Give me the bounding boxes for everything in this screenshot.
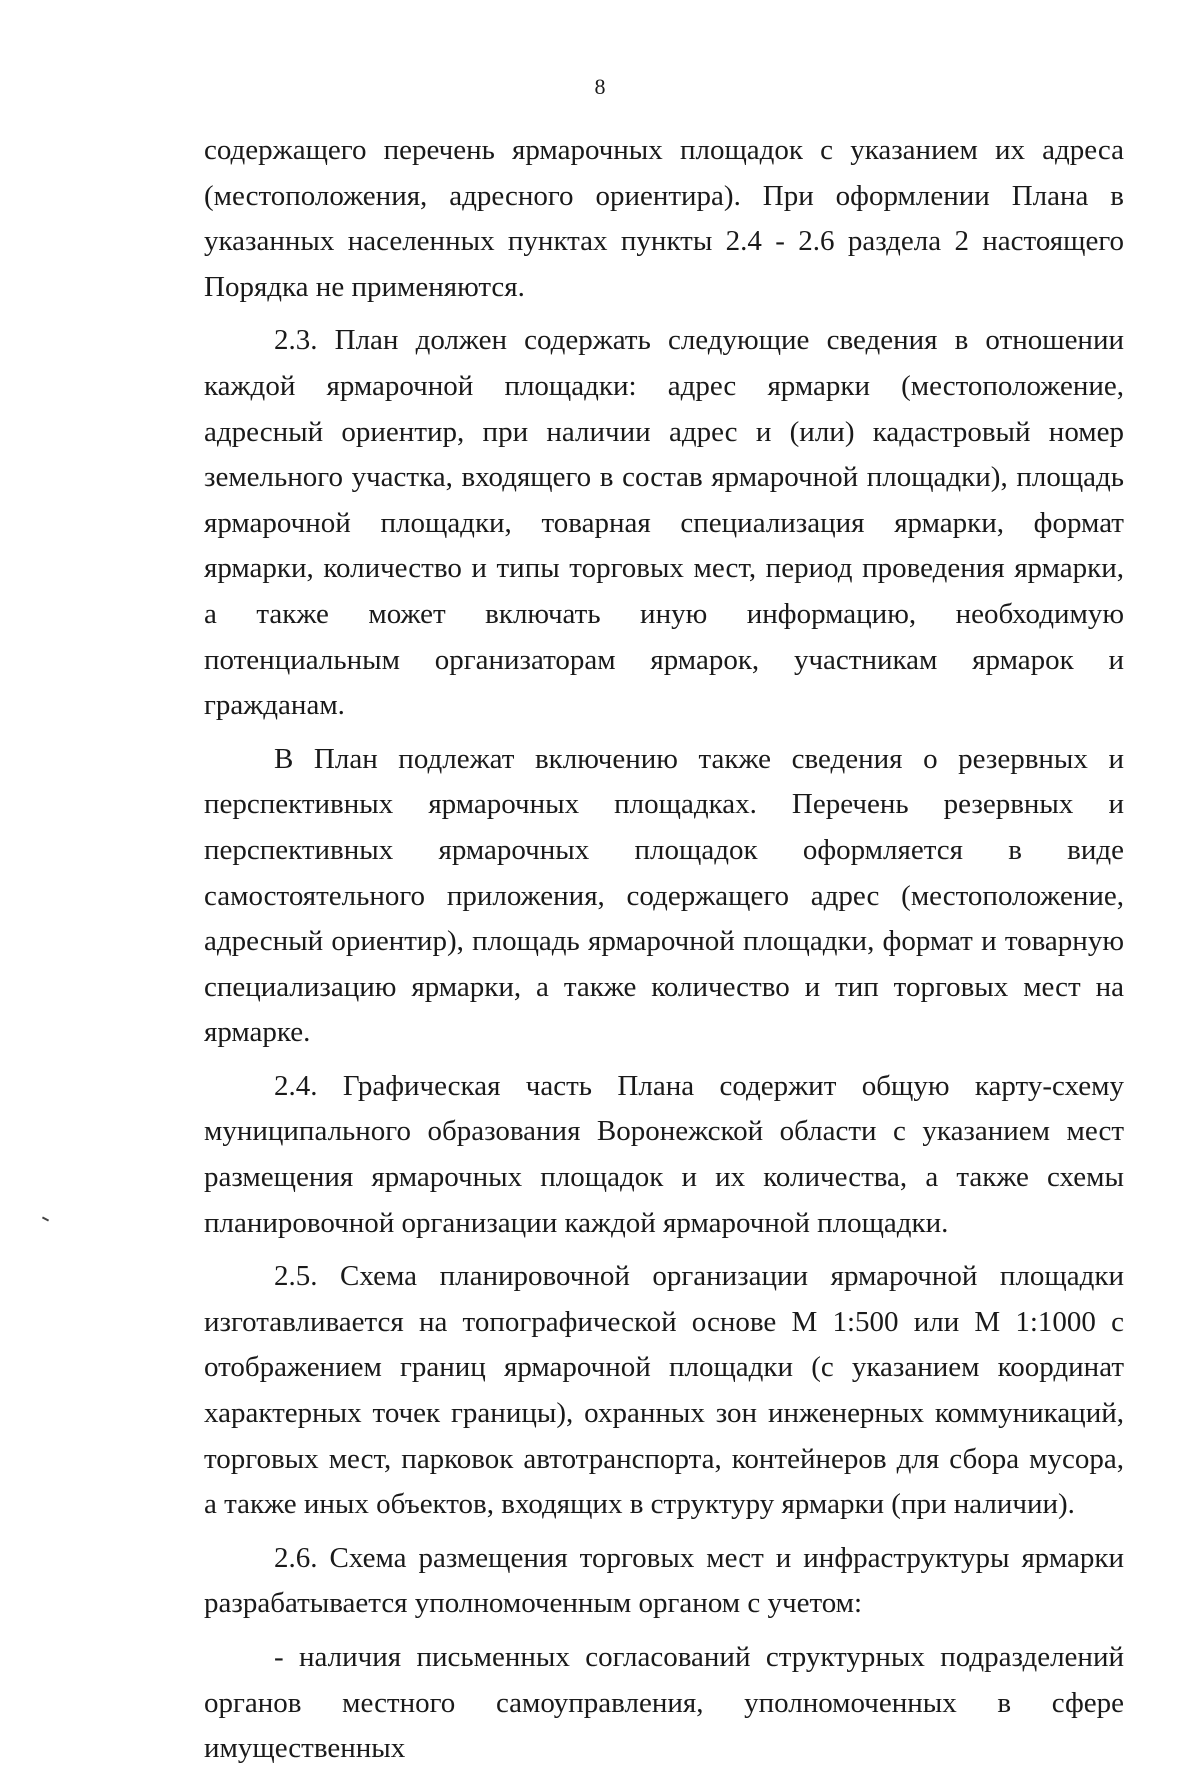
paragraph-continuation: содержащего перечень ярмарочных площадок с указанием их адреса (местоположения, адресного ориентира). При оформлении Плана в указанных населенных пунктах пункты 2.4 - 2.6 раздела 2 настоящего Порядка не применяются. xyxy=(204,134,1124,303)
paragraph-2-6: 2.6. Схема размещения торговых мест и инфраструктуры ярмарки разрабатывается уполномоченным органом с учетом: xyxy=(204,1541,1124,1620)
document-body xyxy=(204,128,1124,1772)
paragraph-2-3: 2.3. План должен содержать следующие сведения в отношении каждой ярмарочной площадки: адрес ярмарки (местоположение, адресный ориентир, при наличии адрес и (или) кадастровый номер земельного участка, входящего в состав ярмарочной площадки), площадь ярмарочной площадки, товарная специализация ярмарки, формат ярмарки, количество и типы торговых мест, период проведения ярмарки, а также может включать иную информацию, необходимую потенциальным организаторам ярмарок, участникам ярмарок и гражданам. xyxy=(204,324,1124,722)
paragraph-2-5: 2.5. Схема планировочной организации ярмарочной площадки изготавливается на топографической основе М 1:500 или М 1:1000 с отображением границ ярмарочной площадки (с указанием координат характерных точек границы), охранных зон инженерных коммуникаций, торговых мест, парковок автотранспорта, контейнеров для сбора мусора, а также иных объектов, входящих в структуру ярмарки (при наличии). xyxy=(204,1260,1124,1521)
paragraph-reserve-sites: В План подлежат включению также сведения о резервных и перспективных ярмарочных площадках. Перечень резервных и перспективных ярмарочных площадок оформляется в виде самостоятельного приложения, содержащего адрес (местоположение, адресный ориентир), площадь ярмарочной площадки, формат и товарную специализацию ярмарки, а также количество и тип торговых мест на ярмарке. xyxy=(204,742,1124,1049)
list-item-approvals: - наличия письменных согласований структурных подразделений органов местного самоуправления, уполномоченных в сфере имущественных xyxy=(204,1641,1124,1765)
paragraph-2-4: 2.4. Графическая часть Плана содержит общую карту-схему муниципального образования Воронежской области с указанием мест размещения ярмарочных площадок и их количества, а также схемы планировочной организации каждой ярмарочной площадки. xyxy=(204,1069,1124,1239)
page-number: 8 xyxy=(594,74,606,99)
scan-artifact-mark xyxy=(42,1216,49,1221)
